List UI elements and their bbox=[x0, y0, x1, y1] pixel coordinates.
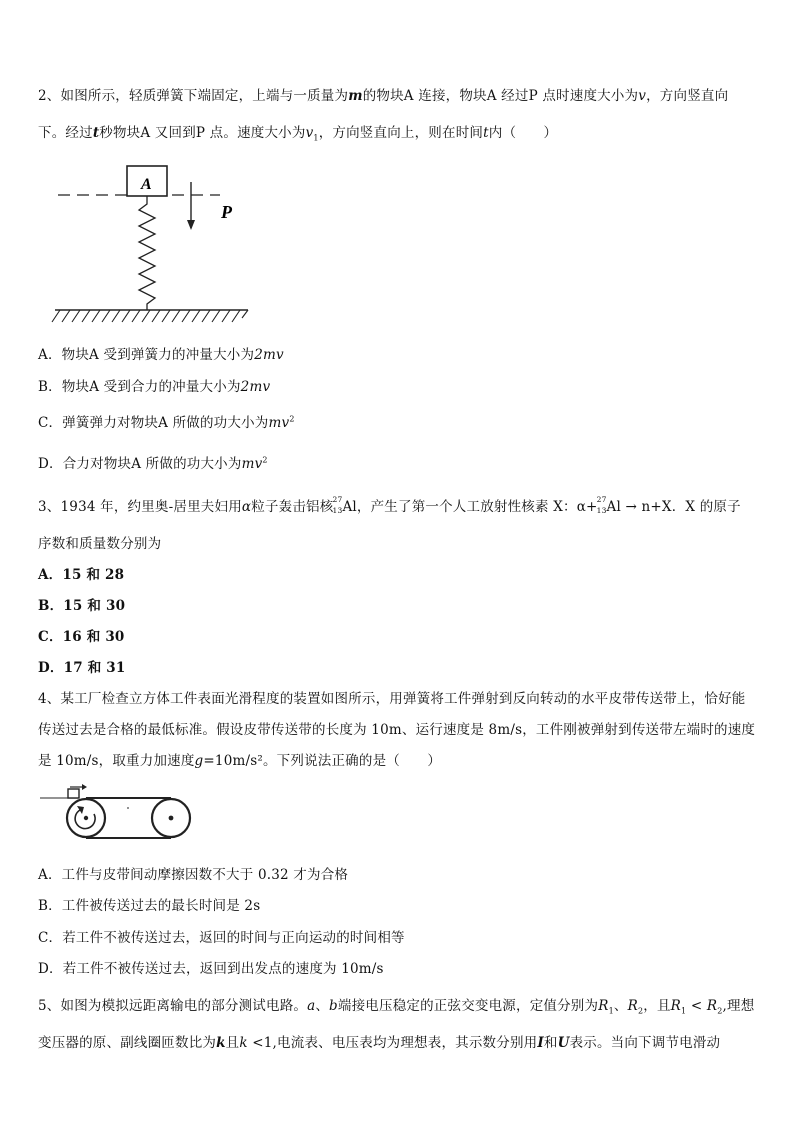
q2-line-2: 下。经过t秒物块A 又回到P 点。速度大小为$v_1$，方向竖直向上，则在时间t内（ ） bbox=[38, 125, 558, 143]
q4-line-1: 4、某工厂检查立方体工件表面光滑程度的装置如图所示，用弹簧将工件弹射到反向转动的水平皮带传送带上，恰好能 bbox=[38, 691, 746, 707]
q2-option-b: B．物块A 受到合力的冲量大小为2mv bbox=[38, 379, 271, 395]
q2-option-a: A．物块A 受到弹簧力的冲量大小为2mv bbox=[38, 347, 284, 363]
q4-line-2: 传送过去是合格的最低标准。假设皮带传送带的长度为 10m、运行速度是 8m/s，工件刚被弹射到传送带左端时的速度 bbox=[38, 722, 756, 738]
workpiece-arrowhead bbox=[82, 784, 87, 790]
al-nucleus-notation: 27 13 bbox=[332, 495, 343, 515]
q3-option-b: B．15 和 30 bbox=[38, 598, 126, 614]
point-p-label: P bbox=[221, 202, 232, 222]
conveyor-belt-figure bbox=[38, 784, 198, 844]
q2-line-1: 2、如图所示，轻质弹簧下端固定，上端与一质量为m的物块A 连接，物块A 经过P 点时速度大小为v，方向竖直向 bbox=[38, 88, 729, 104]
q4-line-3: 是 10m/s，取重力加速度g=10m/s²。下列说法正确的是（ ） bbox=[38, 753, 442, 769]
right-pulley-center bbox=[169, 816, 174, 821]
q3-option-c: C．16 和 30 bbox=[38, 629, 125, 645]
q3-line-2: 序数和质量数分别为 bbox=[38, 536, 162, 552]
q4-option-b: B．工件被传送过去的最长时间是 2s bbox=[38, 898, 261, 914]
q4-option-a: A．工件与皮带间动摩擦因数不大于 0.32 才为合格 bbox=[38, 867, 349, 883]
q5-line-2: 变压器的原、副线圈匝数比为k且k <1,电流表、电压表均为理想表，其示数分别用I和U表示。当向下调节电滑动 bbox=[38, 1035, 721, 1051]
workpiece bbox=[68, 789, 79, 798]
block-a-label: A bbox=[141, 176, 152, 193]
spring bbox=[139, 196, 155, 310]
q3-line-1: 3、1934 年，约里奥-居里夫妇用α粒子轰击铝核 27 13 Al，产生了第一个人工放射性核素 X：α+ 27 13 Al → n+X．X 的原子 bbox=[38, 495, 741, 515]
al-nucleus-notation-eq: 27 13 bbox=[596, 495, 607, 515]
belt-dot bbox=[127, 807, 129, 809]
mass-symbol: m bbox=[348, 88, 363, 104]
q3-option-d: D．17 和 31 bbox=[38, 660, 126, 676]
velocity-arrowhead bbox=[187, 220, 195, 230]
q5-line-1: 5、如图为模拟远距离输电的部分测试电路。a、b端接电压稳定的正弦交变电源，定值分别为$R_1$、$R_2$，且$R_1 < R_2$,理想 bbox=[38, 998, 755, 1016]
q4-option-c: C．若工件不被传送过去，返回的时间与正向运动的时间相等 bbox=[38, 930, 405, 946]
spring-block-figure bbox=[50, 160, 260, 330]
ground-hatching bbox=[52, 310, 248, 322]
q2-option-d: D．合力对物块A 所做的功大小为$mv^2$ bbox=[38, 455, 268, 472]
q3-option-a: A．15 和 28 bbox=[38, 567, 125, 583]
q2-option-c: C．弹簧弹力对物块A 所做的功大小为$mv^2$ bbox=[38, 414, 295, 431]
q4-option-d: D．若工件不被传送过去，返回到出发点的速度为 10m/s bbox=[38, 961, 384, 977]
left-pulley-center bbox=[84, 816, 88, 820]
